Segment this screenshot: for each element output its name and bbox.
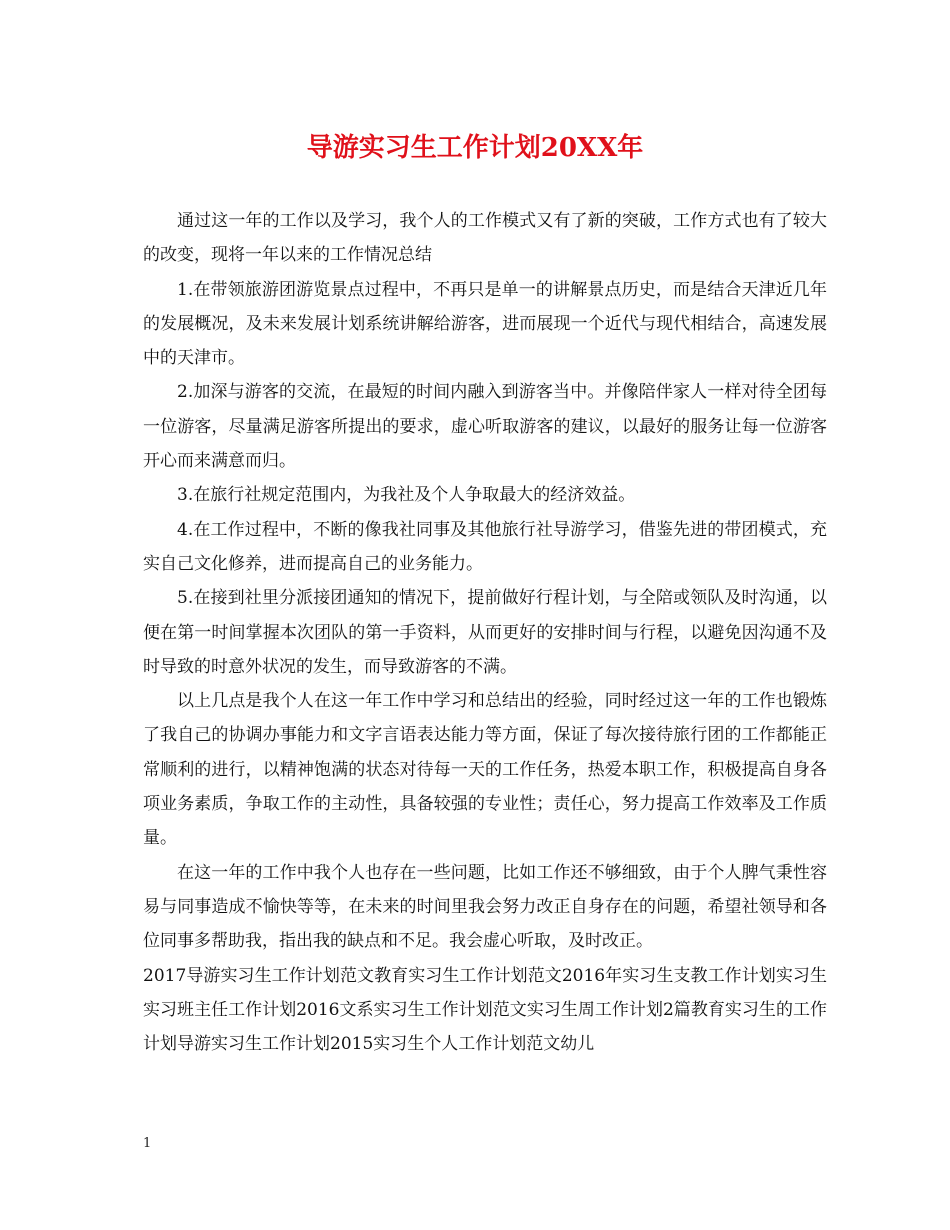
paragraph-summary: 以上几点是我个人在这一年工作中学习和总结出的经验，同时经过这一年的工作也锻炼了我自己的协调办事能力和文字言语表达能力等方面，保证了每次接待旅行团的工作都能正常顺利的进行，以精神饱满的状态对待每一天的工作任务，热爱本职工作，积极提高自身各项业务素质，争取工作的主动性，具备较强的专业性；责任心，努力提高工作效率及工作质量。	[143, 691, 827, 849]
document-body	[143, 204, 827, 1061]
paragraph-item-2: 2.加深与游客的交流，在最短的时间内融入到游客当中。并像陪伴家人一样对待全团每一位游客，尽量满足游客所提出的要求，虚心听取游客的建议，以最好的服务让每一位游客开心而来满意而归。	[143, 382, 827, 472]
related-links-text: 2017导游实习生工作计划范文教育实习生工作计划范文2016年实习生支教工作计划实习生实习班主任工作计划2016文系实习生工作计划范文实习生周工作计划2篇教育实习生的工作计划导游实习生工作计划2015实习生个人工作计划范文幼儿	[143, 965, 827, 1055]
paragraph-item-4: 4.在工作过程中，不断的像我社同事及其他旅行社导游学习，借鉴先进的带团模式，充实自己文化修养，进而提高自己的业务能力。	[143, 519, 827, 574]
paragraph-item-1: 1.在带领旅游团游览景点过程中，不再只是单一的讲解景点历史，而是结合天津近几年的发展概况，及未来发展计划系统讲解给游客，进而展现一个近代与现代相结合，高速发展中的天津市。	[143, 279, 827, 369]
paragraph-item-5: 5.在接到社里分派接团通知的情况下，提前做好行程计划，与全陪或领队及时沟通，以便在第一时间掌握本次团队的第一手资料，从而更好的安排时间与行程，以避免因沟通不及时导致的时意外状况的发生，而导致游客的不满。	[143, 588, 827, 677]
paragraph-problems: 在这一年的工作中我个人也存在一些问题，比如工作还不够细致，由于个人脾气秉性容易与同事造成不愉快等等，在未来的时间里我会努力改正自身存在的问题，希望社领导和各位同事多帮助我，指出我的缺点和不足。我会虚心听取，及时改正。	[143, 862, 827, 952]
document-title: 导游实习生工作计划20XX年	[306, 133, 644, 163]
paragraph-item-3: 3.在旅行社规定范围内，为我社及个人争取最大的经济效益。	[177, 485, 636, 506]
page-number: 1	[143, 1136, 152, 1151]
paragraph-intro: 通过这一年的工作以及学习，我个人的工作模式又有了新的突破，工作方式也有了较大的改变，现将一年以来的工作情况总结	[143, 211, 827, 266]
